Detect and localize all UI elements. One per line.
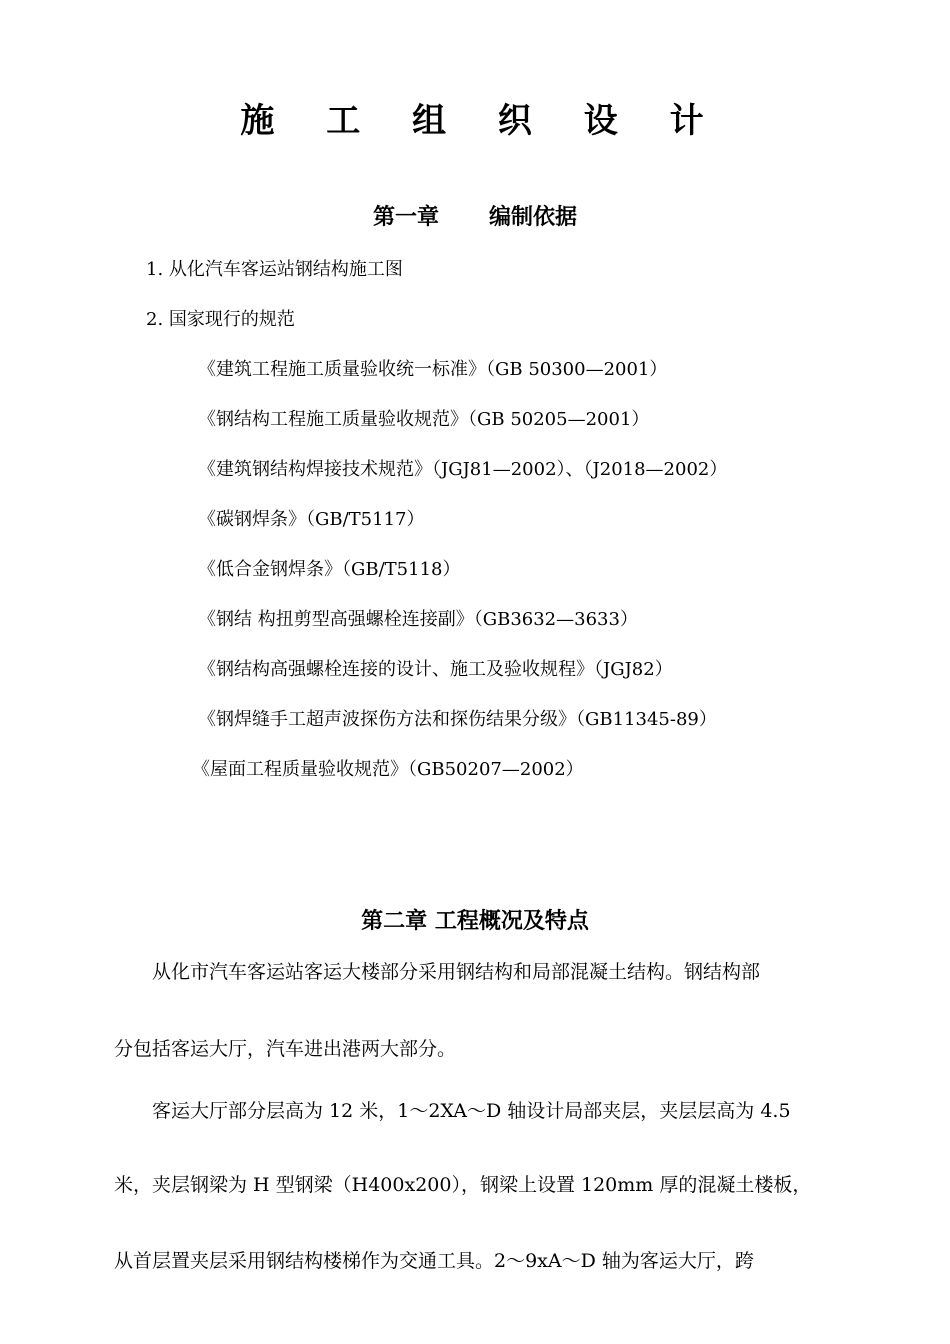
standard-item: 《钢结构高强螺栓连接的设计、施工及验收规程》（JGJ82）	[198, 659, 673, 680]
chapter-1-heading	[0, 203, 950, 233]
standard-item: 《建筑工程施工质量验收统一标准》（GB 50300—2001）	[198, 359, 668, 380]
chapter-1-label: 第一章	[372, 205, 439, 230]
overview-line-3: 客运大厅部分层高为 12 米，1～2XA～D 轴设计局部夹层，夹层层高为 4.5	[152, 1100, 791, 1122]
overview-line-4: 米，夹层钢梁为 H 型钢梁（H400x200），钢梁上设置 120mm 厚的混凝土楼板，	[114, 1174, 812, 1196]
standard-item: 《建筑钢结构焊接技术规范》（JGJ81—2002）、（J2018—2002）	[198, 459, 728, 480]
standard-item: 《屋面工程质量验收规范》（GB50207—2002）	[192, 759, 584, 780]
basis-item-2: 2. 国家现行的规范	[146, 309, 295, 330]
overview-line-5: 从首层置夹层采用钢结构楼梯作为交通工具。2～9xA～D 轴为客运大厅，跨	[114, 1250, 754, 1272]
chapter-1-title: 编制依据	[489, 205, 578, 230]
standard-item: 《钢结 构扭剪型高强螺栓连接副》（GB3632—3633）	[198, 609, 638, 630]
document-title: 施 工 组 织 设 计	[240, 101, 724, 141]
basis-item-1: 1. 从化汽车客运站钢结构施工图	[146, 259, 403, 280]
chapter-2-heading: 第二章 工程概况及特点	[361, 909, 589, 934]
standard-item: 《钢结构工程施工质量验收规范》（GB 50205—2001）	[198, 409, 650, 430]
overview-line-2: 分包括客运大厅，汽车进出港两大部分。	[114, 1038, 457, 1060]
standard-item: 《低合金钢焊条》（GB/T5118）	[198, 559, 461, 580]
standard-item: 《钢焊缝手工超声波探伤方法和探伤结果分级》（GB11345-89）	[198, 709, 717, 730]
standard-item: 《碳钢焊条》（GB/T5117）	[198, 509, 425, 530]
overview-line-1: 从化市汽车客运站客运大楼部分采用钢结构和局部混凝土结构。钢结构部	[152, 961, 761, 983]
